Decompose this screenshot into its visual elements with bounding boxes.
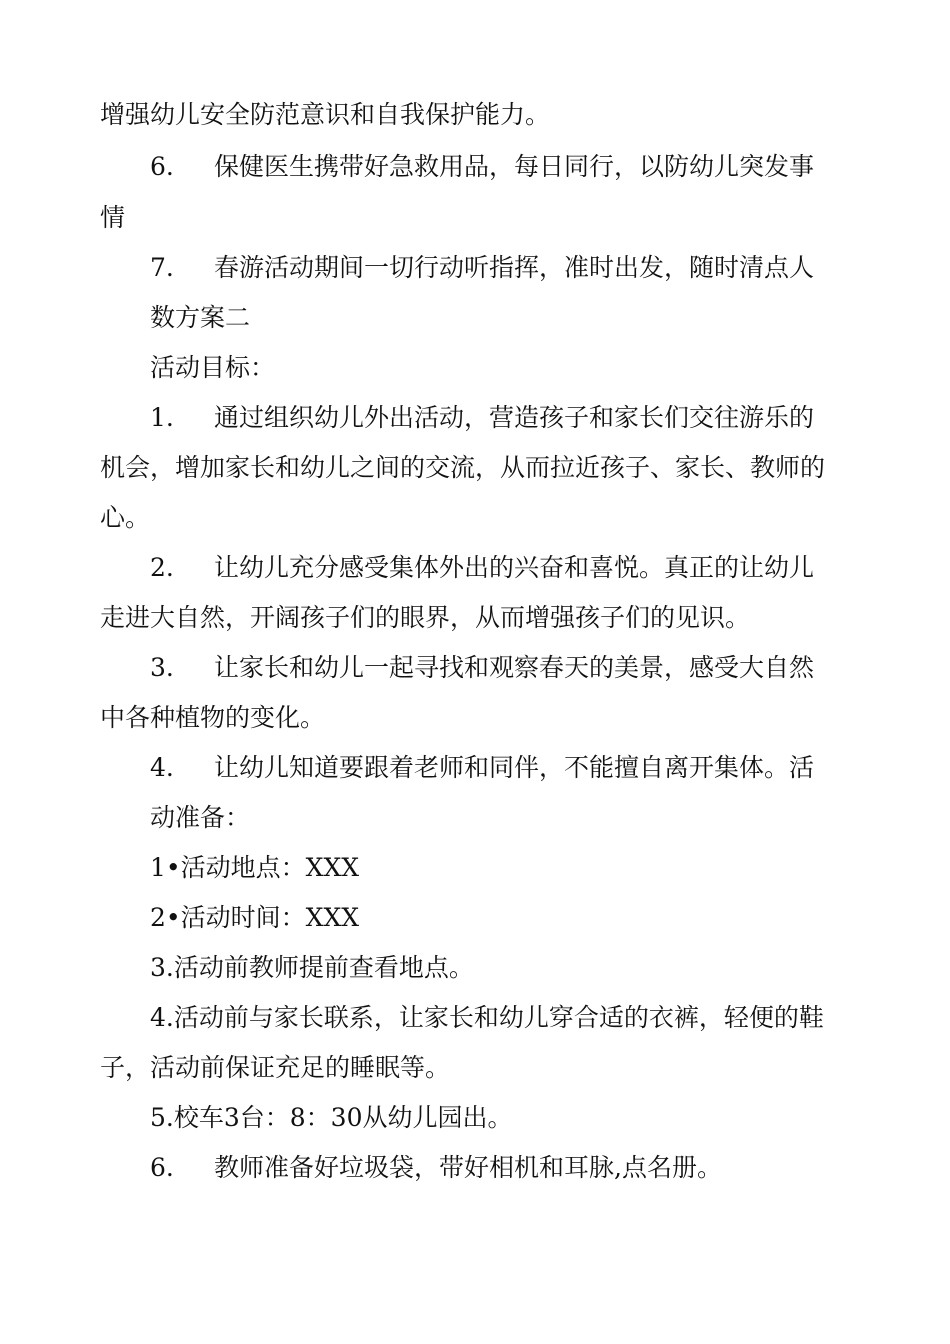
line-text: 5.校车3台：8：30从幼儿园出。	[150, 1103, 513, 1132]
line-text: 情	[100, 203, 126, 232]
item-number: 7.	[150, 253, 174, 282]
line-text: 中各种植物的变化。	[100, 703, 326, 732]
line-text: 机会，增加家长和幼儿之间的交流，从而拉近孩子、家长、教师的	[100, 453, 826, 482]
line-text: 动准备：	[150, 803, 251, 832]
line-text: 通过组织幼儿外出活动，营造孩子和家长们交往游乐的	[214, 403, 815, 432]
text-line	[100, 603, 750, 633]
numbered-line	[150, 253, 814, 283]
text-line	[100, 203, 125, 233]
text-line	[150, 1103, 512, 1133]
item-number: 6.	[150, 152, 174, 181]
text-line	[150, 303, 250, 333]
text-line	[100, 703, 325, 733]
line-text: 心。	[100, 503, 151, 532]
text-line	[100, 503, 150, 533]
line-text: 4.活动前与家长联系，让家长和幼儿穿合适的衣裤，轻便的鞋	[150, 1003, 824, 1032]
item-number: 6.	[150, 1153, 174, 1182]
numbered-line	[150, 152, 814, 182]
line-text: 增强幼儿安全防范意识和自我保护能力。	[100, 100, 551, 129]
numbered-line	[150, 753, 814, 783]
line-text: 让幼儿知道要跟着老师和同伴，不能擅自离开集体。活	[214, 753, 815, 782]
line-text: 让幼儿充分感受集体外出的兴奋和喜悦。真正的让幼儿	[214, 553, 815, 582]
text-line	[150, 853, 359, 883]
line-text: 3.活动前教师提前查看地点。	[150, 953, 474, 982]
item-number: 1.	[150, 403, 174, 432]
line-text: 数方案二	[150, 303, 251, 332]
line-text: 1•活动地点：XXX	[150, 853, 360, 882]
text-line	[150, 953, 474, 983]
line-text: 让家长和幼儿一起寻找和观察春天的美景，感受大自然	[214, 653, 815, 682]
item-number: 2.	[150, 553, 174, 582]
text-line	[100, 100, 550, 130]
section-heading	[150, 803, 250, 833]
line-text: 教师准备好垃圾袋，带好相机和耳脉,点名册。	[214, 1153, 722, 1182]
line-text: 走进大自然，开阔孩子们的眼界，从而增强孩子们的见识。	[100, 603, 751, 632]
numbered-line	[150, 653, 814, 683]
text-line	[100, 1053, 450, 1083]
text-line	[100, 453, 825, 483]
numbered-line	[150, 1153, 722, 1183]
line-text: 保健医生携带好急救用品，每日同行，以防幼儿突发事	[214, 152, 815, 181]
line-text: 活动目标：	[150, 353, 276, 382]
line-text: 2•活动时间：XXX	[150, 903, 360, 932]
text-line	[150, 903, 359, 933]
numbered-line	[150, 553, 814, 583]
section-heading	[150, 353, 275, 383]
line-text: 子，活动前保证充足的睡眠等。	[100, 1053, 451, 1082]
item-number: 4.	[150, 753, 174, 782]
text-line	[150, 1003, 824, 1033]
line-text: 春游活动期间一切行动听指挥，准时出发，随时清点人	[214, 253, 815, 282]
item-number: 3.	[150, 653, 174, 682]
numbered-line	[150, 403, 814, 433]
